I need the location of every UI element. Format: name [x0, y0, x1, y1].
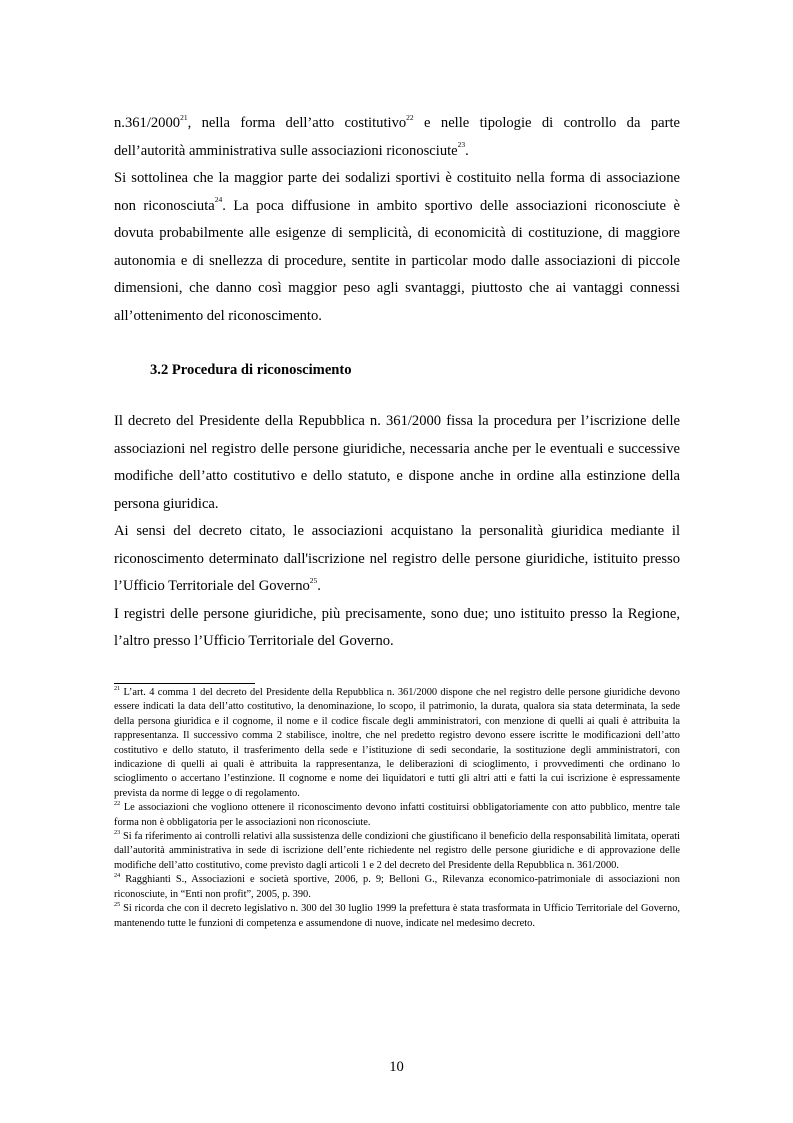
footnote-ref-25[interactable]: 25 [309, 575, 318, 585]
body-text-top [114, 110, 680, 330]
page-number: 10 [389, 1059, 404, 1075]
footnote-25: $^{25}$ Si ricorda che con il decreto legislativo n. 300 del 30 luglio 1999 la prefettura è stata trasformata in Ufficio Territoriale del Governo, mantenendo tutte le funzioni di competenza e assumendone di nuove, indicate nel medesimo decreto. [114, 900, 680, 929]
paragraph: n.361/2000$^{21}$, nella forma dell’atto costitutivo$^{22}$ e nelle tipologie di controllo da parte dell’autorità amministrativa sulle associazioni riconosciute$^{23}$. [114, 112, 680, 159]
footnote-number: 21 [114, 684, 121, 692]
footnote-number: 25 [114, 900, 121, 908]
footnote-ref-24[interactable]: 24 [214, 195, 223, 205]
footnote-number: 23 [114, 828, 121, 836]
footnote-number: 22 [114, 799, 121, 807]
footnote-21: $^{21}$ L’art. 4 comma 1 del decreto del Presidente della Repubblica n. 361/2000 dispone che nel registro delle persone giuridiche devono essere indicati la data dell’atto costitutivo, la denominazione, lo scopo, il patrimonio, la durata, qualora sia stata determinata, la sede della persona giuridica e il cognome, il nome e il codice fiscale degli amministratori, con menzione di quelli ai quali è attribuita la rappresentanza. Il successivo comma 2 stabilisce, inoltre, che nel predetto registro devono essere iscritte le modificazioni dell’atto costitutivo e dello statuto, il trasferimento della sede e l’istituzione di sedi secondarie, la sostituzione degli amministratori, con indicazione di quelli ai quali è attribuita la rappresentanza, le deliberazioni di scioglimento, i provvedimenti che ordinano lo scioglimento o accertano l’estinzione. Il cognome e nome dei liquidatori e tutti gli altri atti e fatti la cui iscrizione è espressamente prevista da norme di legge o di regolamento. [114, 684, 680, 799]
section-heading: 3.2 Procedura di riconoscimento [150, 362, 352, 378]
footnote-ref-23[interactable]: 23 [457, 140, 466, 150]
paragraph: I registri delle persone giuridiche, più precisamente, sono due; uno istituito presso la Regione, l’altro presso l’Ufficio Territoriale del Governo. [114, 605, 680, 649]
footnote-ref-22[interactable]: 22 [406, 112, 414, 122]
footnote-23: $^{23}$ Si fa riferimento ai controlli relativi alla sussistenza delle condizioni che giustificano il beneficio della responsabilità limitata, operati dall’autorità amministrativa in sede di iscrizione dell’ente richiedente nel registro delle persone giuridiche e di approvazione delle modifiche dell’atto costitutivo, come previsto dagli articoli 1 e 2 del decreto del Presidente della Repubblica n. 361/2000. [114, 828, 680, 871]
footnote-22: $^{22}$ Le associazioni che vogliono ottenere il riconoscimento devono infatti costituirsi obbligatoriamente con atto pubblico, mentre tale forma non è obbligatoria per le associazioni non riconosciute. [114, 799, 680, 828]
paragraph: Il decreto del Presidente della Repubblica n. 361/2000 fissa la procedura per l’iscrizione delle associazioni nel registro delle persone giuridiche, necessaria anche per le eventuali e successive modifiche dell’atto costitutivo e dello statuto, e dispone anche in ordine alla estinzione della persona giuridica. [114, 413, 680, 512]
footnote-24: $^{24}$ Ragghianti S., Associazioni e società sportive, 2006, p. 9; Belloni G., Rilevanza economico-patrimoniale di associazioni non riconosciute, in “Enti non profit”, 2005, p. 390. [114, 871, 680, 900]
footnotes [114, 686, 680, 931]
footnote-separator [114, 683, 255, 684]
body-text-section [114, 408, 680, 656]
paragraph: Si sottolinea che la maggior parte dei sodalizi sportivi è costituito nella forma di associazione non riconosciuta$^{24}$. La poca diffusione in ambito sportivo delle associazioni riconosciute è dovuta probabilmente alle esigenze di semplicità, di economicità di costituzione, di maggiore autonomia e di snellezza di procedure, sentite in particolar modo dalle associazioni di piccole dimensioni, che danno così maggior peso agli svantaggi, piuttosto che ai vantaggi connessi all’ottenimento del riconoscimento. [114, 170, 680, 324]
footnote-ref-21[interactable]: 21 [180, 112, 188, 122]
footnote-number: 24 [114, 871, 121, 879]
paragraph: Ai sensi del decreto citato, le associazioni acquistano la personalità giuridica mediante il riconoscimento determinato dall'iscrizione nel registro delle persone giuridiche, istituito presso l’Ufficio Territoriale del Governo$^{25}$. [114, 523, 680, 594]
